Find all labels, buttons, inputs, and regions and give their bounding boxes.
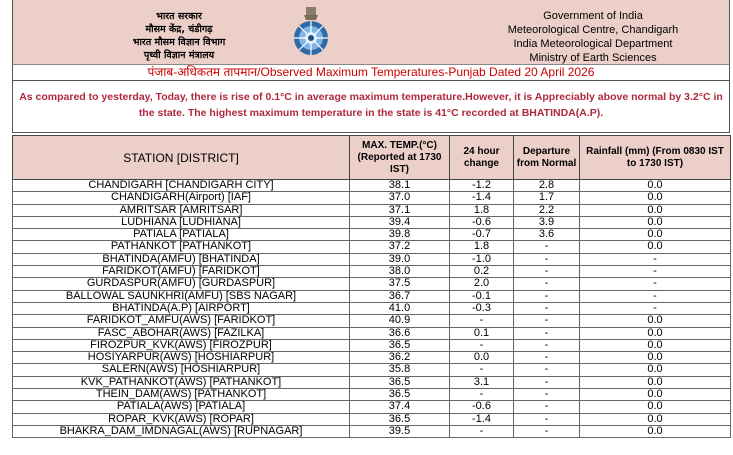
table-row — [13, 315, 731, 327]
max-temp-cell: 36.5 — [350, 413, 450, 425]
max-temp-cell: 36.5 — [350, 376, 450, 388]
english-line: Meteorological Centre, Chandigarh — [507, 24, 679, 36]
max-temp-cell: 36.6 — [350, 327, 450, 339]
max-temp-cell: 37.2 — [350, 241, 450, 253]
departure-cell: - — [514, 327, 580, 339]
change-cell: -1.2 — [450, 180, 514, 192]
departure-cell: - — [514, 389, 580, 401]
change-cell: 1.8 — [450, 241, 514, 253]
report-sheet — [12, 0, 730, 438]
change-cell: 0.2 — [450, 266, 514, 278]
change-cell: -0.7 — [450, 229, 514, 241]
change-cell: - — [450, 425, 514, 437]
change-cell: -0.3 — [450, 302, 514, 314]
change-cell: - — [450, 389, 514, 401]
max-temp-cell: 39.0 — [350, 253, 450, 265]
table-row — [13, 192, 731, 204]
station-cell: FIROZPUR_KVK(AWS) [FIROZPUR] — [13, 339, 350, 351]
max-temp-cell: 36.5 — [350, 389, 450, 401]
max-temp-cell: 36.7 — [350, 290, 450, 302]
departure-cell: - — [514, 425, 580, 437]
table-row — [13, 413, 731, 425]
rainfall-cell: 0.0 — [580, 376, 731, 388]
departure-cell: 2.2 — [514, 204, 580, 216]
station-cell: BHATINDA(AMFU) [BHATINDA] — [13, 253, 350, 265]
rainfall-cell: 0.0 — [580, 241, 731, 253]
col-rainfall: Rainfall (mm) (From 0830 IST to 1730 IST) — [580, 136, 731, 180]
change-cell: - — [450, 315, 514, 327]
table-row — [13, 253, 731, 265]
rainfall-cell: 0.0 — [580, 327, 731, 339]
max-temp-cell: 35.8 — [350, 364, 450, 376]
english-line: India Meteorological Department — [513, 38, 673, 50]
rainfall-cell: - — [580, 266, 731, 278]
station-cell: FASC_ABOHAR(AWS) [FAZILKA] — [13, 327, 350, 339]
departure-cell: - — [514, 266, 580, 278]
rainfall-cell: 0.0 — [580, 204, 731, 216]
rainfall-cell: - — [580, 290, 731, 302]
rainfall-cell: 0.0 — [580, 401, 731, 413]
table-row — [13, 266, 731, 278]
change-cell: 3.1 — [450, 376, 514, 388]
departure-cell: - — [514, 352, 580, 364]
table-row — [13, 425, 731, 437]
col-station: STATION [DISTRICT] — [13, 136, 350, 180]
station-cell: LUDHIANA [LUDHIANA] — [13, 216, 350, 228]
table-row — [13, 204, 731, 216]
hindi-line: पृथ्वी विज्ञान मंत्रालय — [143, 50, 215, 61]
table-row — [13, 327, 731, 339]
change-cell: -0.1 — [450, 290, 514, 302]
station-cell: THEIN_DAM(AWS) [PATHANKOT] — [13, 389, 350, 401]
station-cell: GURDASPUR(AMFU) [GURDASPUR] — [13, 278, 350, 290]
rainfall-cell: 0.0 — [580, 229, 731, 241]
table-row — [13, 339, 731, 351]
station-cell: CHANDIGARH [CHANDIGARH CITY] — [13, 180, 350, 192]
station-cell: BALLOWAL SAUNKHRI(AMFU) [SBS NAGAR] — [13, 290, 350, 302]
imd-emblem-icon — [289, 6, 333, 58]
change-cell: -1.0 — [450, 253, 514, 265]
departure-cell: - — [514, 290, 580, 302]
rainfall-cell: 0.0 — [580, 352, 731, 364]
english-org-name — [483, 9, 703, 65]
station-cell: SALERN(AWS) [HOSHIARPUR] — [13, 364, 350, 376]
hindi-line: भारत सरकार — [156, 11, 202, 22]
station-cell: HOSIYARPUR(AWS) [HOSHIARPUR] — [13, 352, 350, 364]
table-row — [13, 290, 731, 302]
rainfall-cell: 0.0 — [580, 216, 731, 228]
change-cell: 1.8 — [450, 204, 514, 216]
rainfall-cell: - — [580, 302, 731, 314]
change-cell: 0.1 — [450, 327, 514, 339]
max-temp-cell: 40.9 — [350, 315, 450, 327]
departure-cell: - — [514, 401, 580, 413]
station-cell: BHAKRA_DAM_IMDNAGAL(AWS) [RUPNAGAR] — [13, 425, 350, 437]
change-cell: -1.4 — [450, 413, 514, 425]
rainfall-cell: 0.0 — [580, 364, 731, 376]
hindi-line: भारत मौसम विज्ञान विभाग — [132, 37, 226, 48]
departure-cell: 3.9 — [514, 216, 580, 228]
table-row — [13, 364, 731, 376]
rainfall-cell: 0.0 — [580, 315, 731, 327]
max-temp-cell: 36.2 — [350, 352, 450, 364]
departure-cell: - — [514, 364, 580, 376]
station-cell: PATIALA [PATIALA] — [13, 229, 350, 241]
max-temp-cell: 39.5 — [350, 425, 450, 437]
table-row — [13, 216, 731, 228]
departure-cell: - — [514, 376, 580, 388]
departure-cell: - — [514, 339, 580, 351]
station-cell: PATHANKOT [PATHANKOT] — [13, 241, 350, 253]
departure-cell: - — [514, 278, 580, 290]
rainfall-cell: 0.0 — [580, 192, 731, 204]
max-temp-cell: 36.5 — [350, 339, 450, 351]
english-line: Ministry of Earth Sciences — [529, 52, 657, 64]
station-cell: PATIALA(AWS) [PATIALA] — [13, 401, 350, 413]
rainfall-cell: - — [580, 278, 731, 290]
table-row — [13, 278, 731, 290]
station-cell: FARIDKOT_AMFU(AWS) [FARIDKOT] — [13, 315, 350, 327]
max-temp-cell: 38.1 — [350, 180, 450, 192]
change-cell: -0.6 — [450, 216, 514, 228]
change-cell: -0.6 — [450, 401, 514, 413]
max-temp-cell: 39.8 — [350, 229, 450, 241]
table-row — [13, 180, 731, 192]
max-temp-cell: 38.0 — [350, 266, 450, 278]
max-temp-cell: 37.4 — [350, 401, 450, 413]
change-cell: -1.4 — [450, 192, 514, 204]
english-line: Government of India — [543, 10, 643, 22]
table-row — [13, 302, 731, 314]
table-row — [13, 352, 731, 364]
rainfall-cell: - — [580, 253, 731, 265]
max-temp-cell: 39.4 — [350, 216, 450, 228]
col-departure: Departure from Normal — [514, 136, 580, 180]
max-temp-cell: 37.0 — [350, 192, 450, 204]
hindi-line: मौसम केंद्र, चंडीगढ़ — [145, 24, 213, 35]
station-cell: BHATINDA(A.P) [AIRPORT] — [13, 302, 350, 314]
rainfall-cell: 0.0 — [580, 425, 731, 437]
change-cell: 0.0 — [450, 352, 514, 364]
col-change: 24 hour change — [450, 136, 514, 180]
table-row — [13, 401, 731, 413]
table-row — [13, 389, 731, 401]
departure-cell: - — [514, 315, 580, 327]
change-cell: - — [450, 364, 514, 376]
departure-cell: - — [514, 253, 580, 265]
report-header — [12, 0, 730, 64]
departure-cell: 2.8 — [514, 180, 580, 192]
hindi-org-name — [99, 10, 259, 62]
summary-text: As compared to yesterday, Today, there is rise of 0.1°C in average maximum temperature.However, it is Appreciably above normal by 3.2°C in the state. The highest maximum temperature in the state is 41°C recorded at BHATINDA(A.P). — [12, 81, 730, 133]
station-cell: ROPAR_KVK(AWS) [ROPAR] — [13, 413, 350, 425]
departure-cell: 1.7 — [514, 192, 580, 204]
change-cell: 2.0 — [450, 278, 514, 290]
departure-cell: - — [514, 413, 580, 425]
col-max-temp: MAX. TEMP.(°C) (Reported at 1730 IST) — [350, 136, 450, 180]
rainfall-cell: 0.0 — [580, 389, 731, 401]
table-row — [13, 229, 731, 241]
departure-cell: 3.6 — [514, 229, 580, 241]
station-cell: CHANDIGARH(Airport) [IAF] — [13, 192, 350, 204]
report-title: पंजाब-अधिकतम तापमान/Observed Maximum Temperatures-Punjab Dated 20 April 2026 — [12, 64, 730, 81]
table-body — [13, 180, 731, 438]
departure-cell: - — [514, 241, 580, 253]
max-temp-cell: 41.0 — [350, 302, 450, 314]
change-cell: - — [450, 339, 514, 351]
rainfall-cell: 0.0 — [580, 180, 731, 192]
max-temp-cell: 37.1 — [350, 204, 450, 216]
rainfall-cell: 0.0 — [580, 413, 731, 425]
table-row — [13, 376, 731, 388]
max-temp-cell: 37.5 — [350, 278, 450, 290]
table-row — [13, 241, 731, 253]
table-header-row — [13, 136, 731, 180]
departure-cell: - — [514, 302, 580, 314]
station-cell: AMRITSAR [AMRITSAR] — [13, 204, 350, 216]
station-cell: FARIDKOT(AMFU) [FARIDKOT] — [13, 266, 350, 278]
temperature-table — [12, 135, 731, 438]
rainfall-cell: 0.0 — [580, 339, 731, 351]
station-cell: KVK_PATHANKOT(AWS) [PATHANKOT] — [13, 376, 350, 388]
